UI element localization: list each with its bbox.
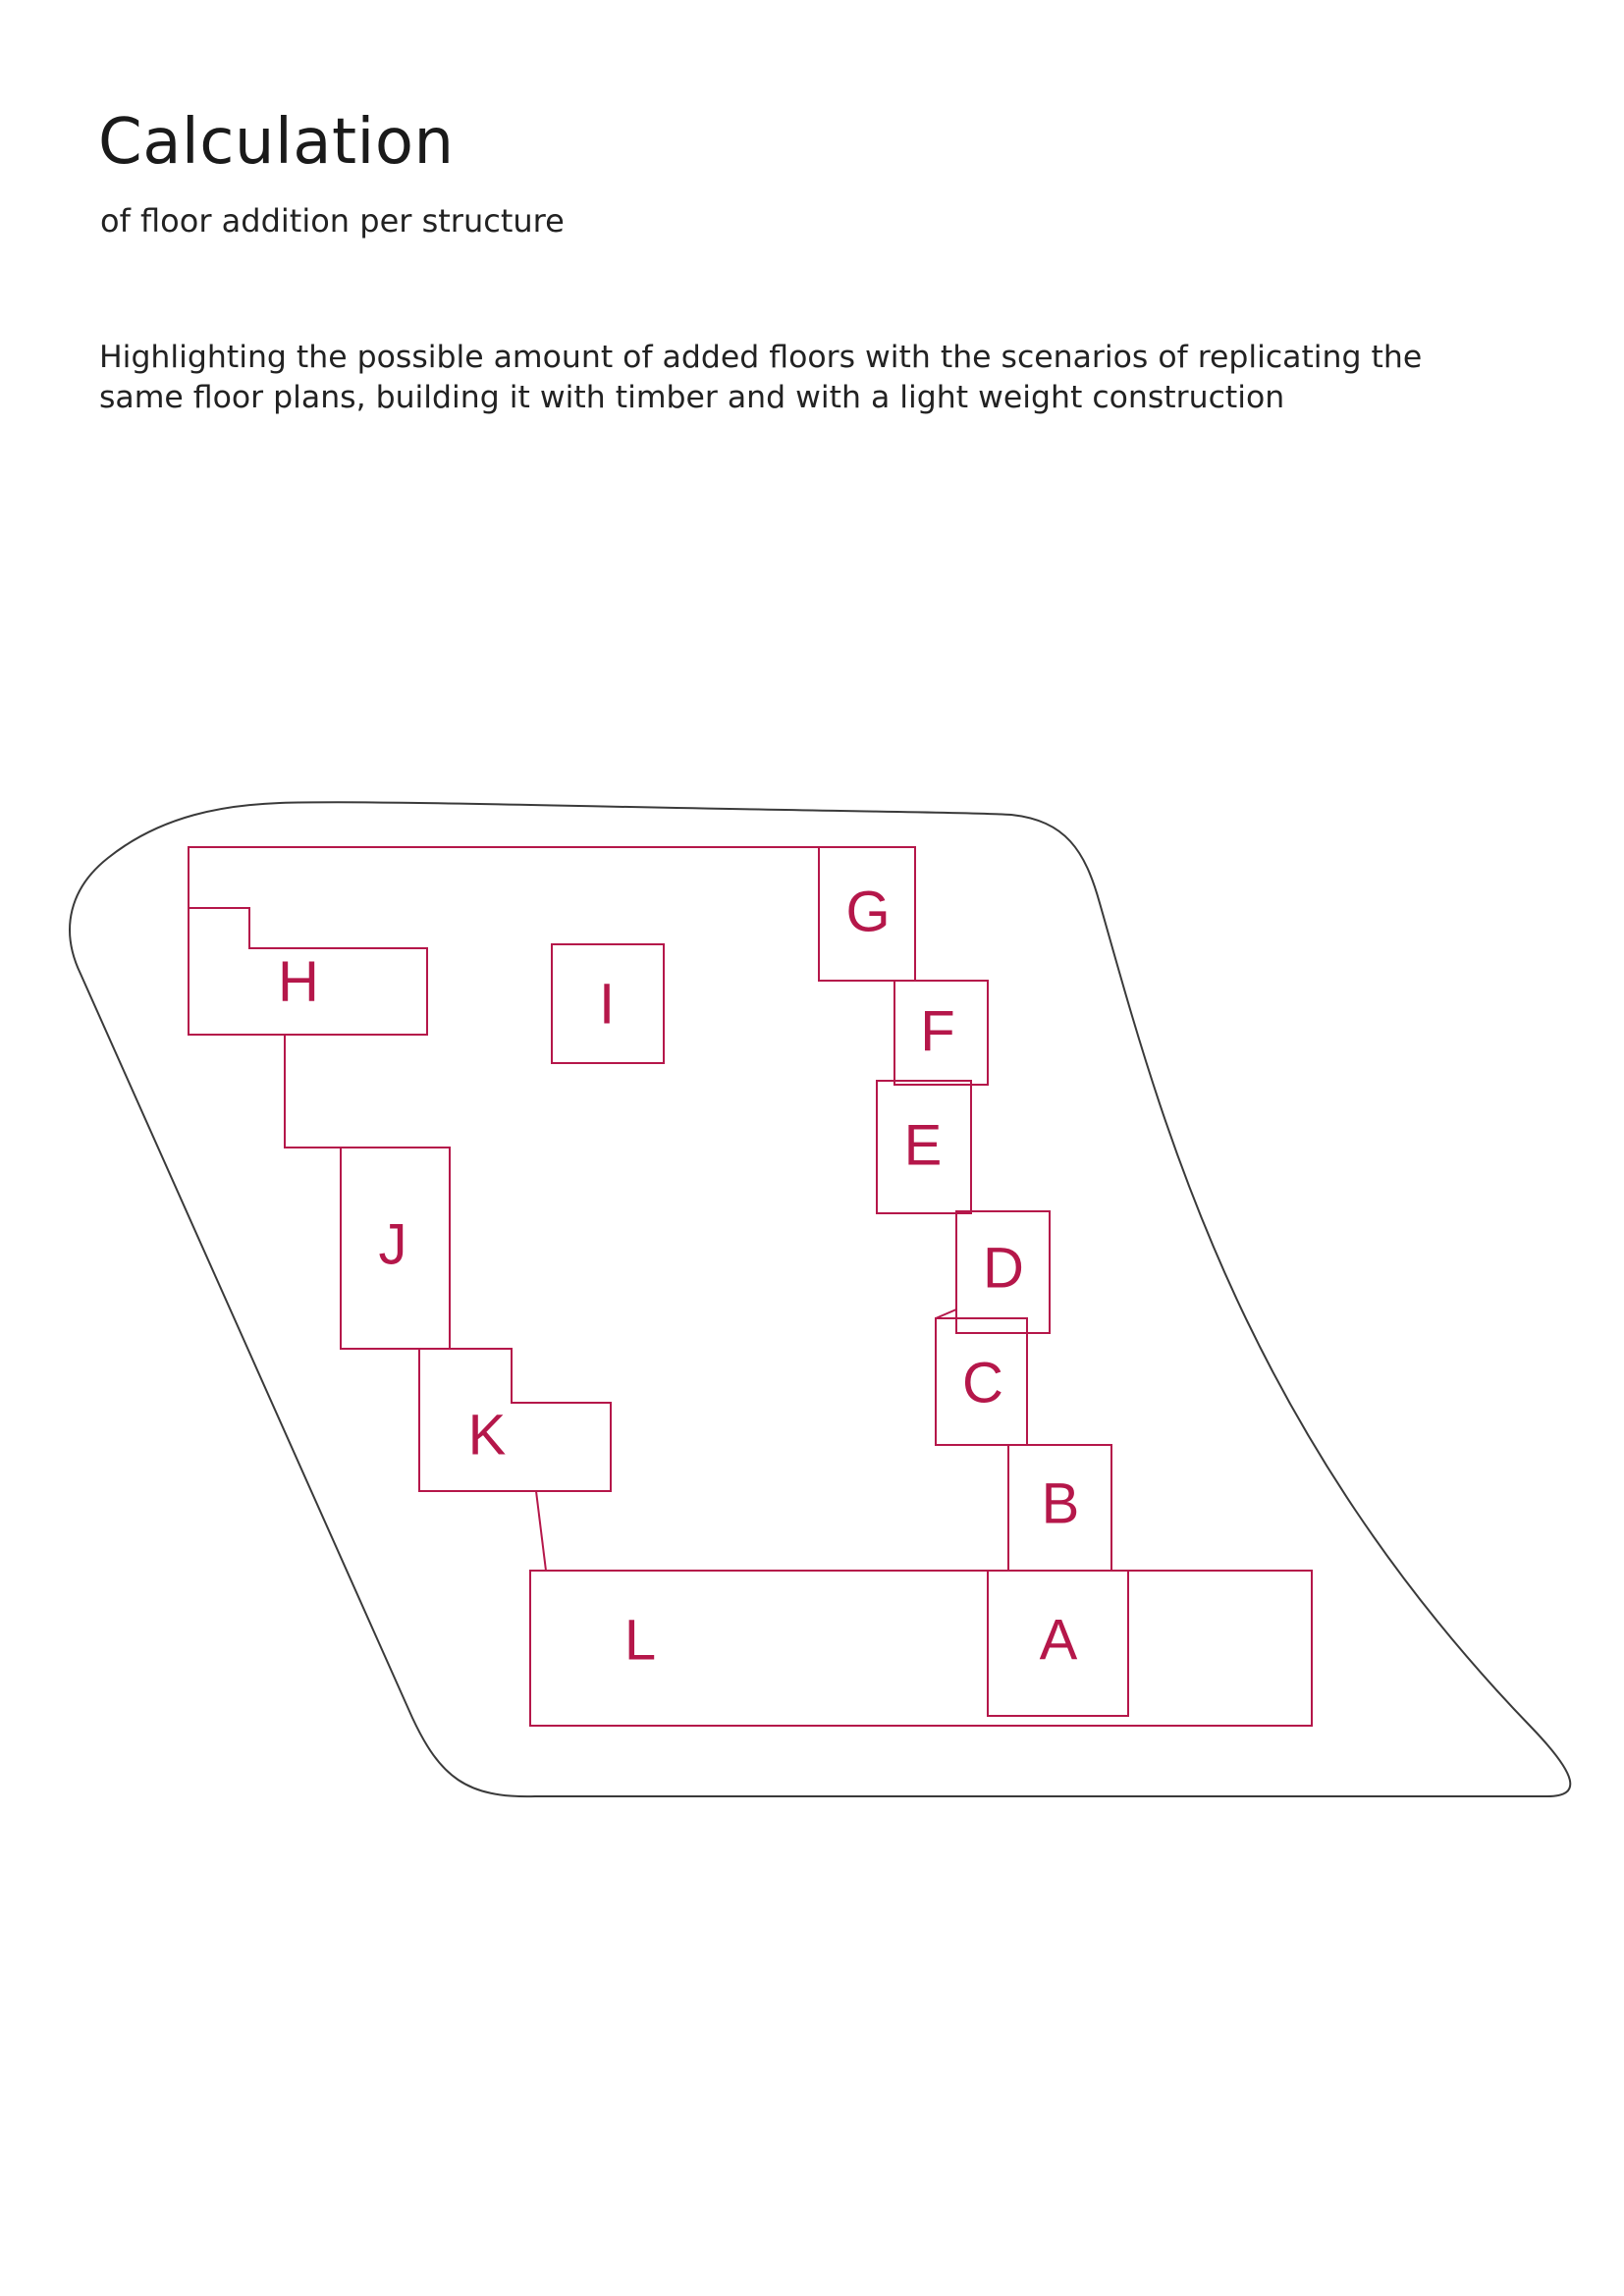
description-line-1: Highlighting the possible amount of added floors with the scenarios of replicating the: [99, 340, 1423, 375]
page-subtitle: of floor addition per structure: [100, 202, 565, 240]
building-label-f: F: [920, 999, 955, 1064]
connector-line-h-j: [285, 1034, 341, 1148]
building-label-k: K: [467, 1403, 507, 1468]
building-label-i: I: [598, 972, 616, 1037]
building-label-g: G: [845, 880, 891, 944]
building-label-a: A: [1039, 1608, 1078, 1673]
connector-line-k-l: [536, 1491, 546, 1571]
building-label-b: B: [1041, 1471, 1080, 1536]
connector-line-c-d: [936, 1309, 956, 1318]
building-label-c: C: [962, 1351, 1003, 1415]
building-label-j: J: [378, 1212, 407, 1277]
connector-line-h-g: [189, 847, 819, 908]
building-label-e: E: [903, 1113, 943, 1178]
building-label-h: H: [278, 949, 319, 1014]
page-title: Calculation: [98, 106, 455, 179]
description-line-2: same floor plans, building it with timber and with a light weight construction: [99, 380, 1285, 415]
building-label-d: D: [983, 1236, 1024, 1301]
building-k: [419, 1349, 611, 1491]
building-label-l: L: [623, 1608, 657, 1673]
